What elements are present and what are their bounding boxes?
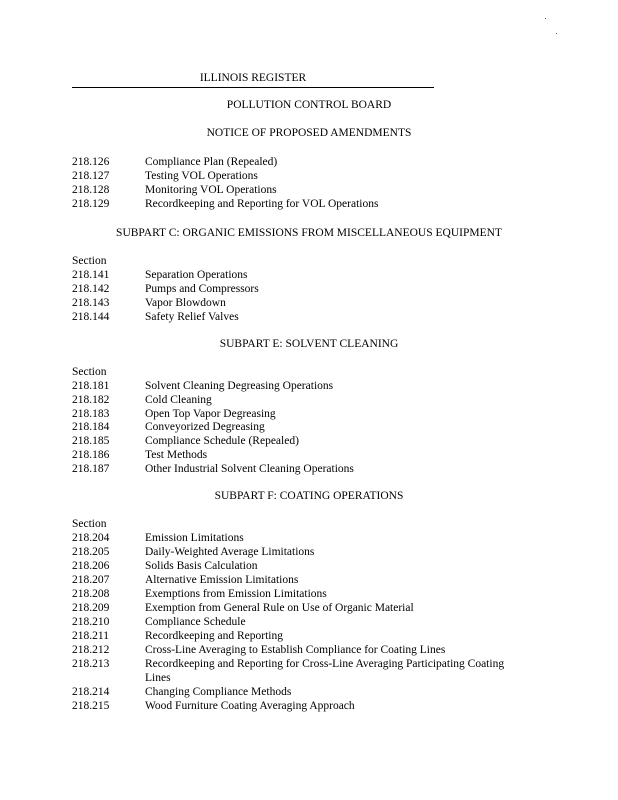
section-title: Open Top Vapor Degreasing (145, 408, 276, 420)
section-title: Compliance Schedule (Repealed) (145, 435, 299, 447)
section-title: Pumps and Compressors (145, 283, 259, 295)
section-title: Recordkeeping and Reporting (145, 630, 283, 642)
section-number: 218.184 (72, 421, 110, 433)
register-header-rule (72, 72, 434, 88)
section-number: 218.212 (72, 644, 110, 656)
section-number: 218.182 (72, 394, 110, 406)
section-number: 218.215 (72, 700, 110, 712)
section-title: Exemption from General Rule on Use of Organic Material (145, 602, 414, 614)
section-number: 218.181 (72, 380, 110, 392)
section-number: 218.128 (72, 184, 110, 196)
board-title: POLLUTION CONTROL BOARD (226, 99, 392, 111)
section-number: 218.214 (72, 686, 110, 698)
section-number: 218.129 (72, 198, 110, 210)
section-number: 218.126 (72, 156, 110, 168)
section-number: 218.211 (72, 630, 109, 642)
section-number: 218.206 (72, 560, 110, 572)
section-number: 218.144 (72, 311, 110, 323)
section-title: Changing Compliance Methods (145, 686, 292, 698)
section-title: Safety Relief Valves (145, 311, 239, 323)
section-number: 218.208 (72, 588, 110, 600)
section-title: Cross-Line Averaging to Establish Compliance for Coating Lines (145, 644, 446, 656)
notice-title: NOTICE OF PROPOSED AMENDMENTS (206, 127, 412, 139)
register-title: ILLINOIS REGISTER (199, 72, 307, 84)
section-number: 218.186 (72, 449, 110, 461)
section-label: Section (72, 518, 107, 530)
subpart-c-heading: SUBPART C: ORGANIC EMISSIONS FROM MISCELLANEOUS EQUIPMENT (116, 227, 502, 239)
section-number: 218.183 (72, 408, 110, 420)
subpart-e-heading: SUBPART E: SOLVENT CLEANING (219, 338, 399, 350)
section-title: Separation Operations (145, 269, 248, 281)
section-number: 218.210 (72, 616, 110, 628)
section-title: Solids Basis Calculation (145, 560, 258, 572)
section-title: Recordkeeping and Reporting for Cross-Line Averaging Participating Coating (145, 658, 505, 670)
section-title: Exemptions from Emission Limitations (145, 588, 327, 600)
section-title: Vapor Blowdown (145, 297, 226, 309)
section-number: 218.187 (72, 463, 110, 475)
section-label: Section (72, 366, 107, 378)
section-title: Compliance Schedule (145, 616, 246, 628)
section-title: Alternative Emission Limitations (145, 574, 299, 586)
section-title-continuation: Lines (145, 672, 171, 684)
section-label: Section (72, 255, 107, 267)
section-title: Cold Cleaning (145, 394, 212, 406)
section-title: Other Industrial Solvent Cleaning Operations (145, 463, 354, 475)
section-title: Solvent Cleaning Degreasing Operations (145, 380, 334, 392)
section-title: Test Methods (145, 449, 208, 461)
section-title: Recordkeeping and Reporting for VOL Operations (145, 198, 379, 210)
section-number: 218.143 (72, 297, 110, 309)
section-title: Emission Limitations (145, 532, 244, 544)
section-number: 218.205 (72, 546, 110, 558)
section-number: 218.209 (72, 602, 110, 614)
section-title: Compliance Plan (Repealed) (145, 156, 278, 168)
scan-speck (556, 33, 557, 34)
section-number: 218.213 (72, 658, 110, 670)
section-number: 218.204 (72, 532, 110, 544)
section-title: Testing VOL Operations (145, 170, 258, 182)
section-title: Daily-Weighted Average Limitations (145, 546, 315, 558)
section-number: 218.185 (72, 435, 110, 447)
section-title: Monitoring VOL Operations (145, 184, 277, 196)
scan-speck (545, 18, 546, 19)
subpart-f-heading: SUBPART F: COATING OPERATIONS (214, 490, 404, 502)
section-title: Wood Furniture Coating Averaging Approach (145, 700, 355, 712)
section-number: 218.142 (72, 283, 110, 295)
section-number: 218.127 (72, 170, 110, 182)
section-number: 218.141 (72, 269, 110, 281)
section-title: Conveyorized Degreasing (145, 421, 265, 433)
section-number: 218.207 (72, 574, 110, 586)
